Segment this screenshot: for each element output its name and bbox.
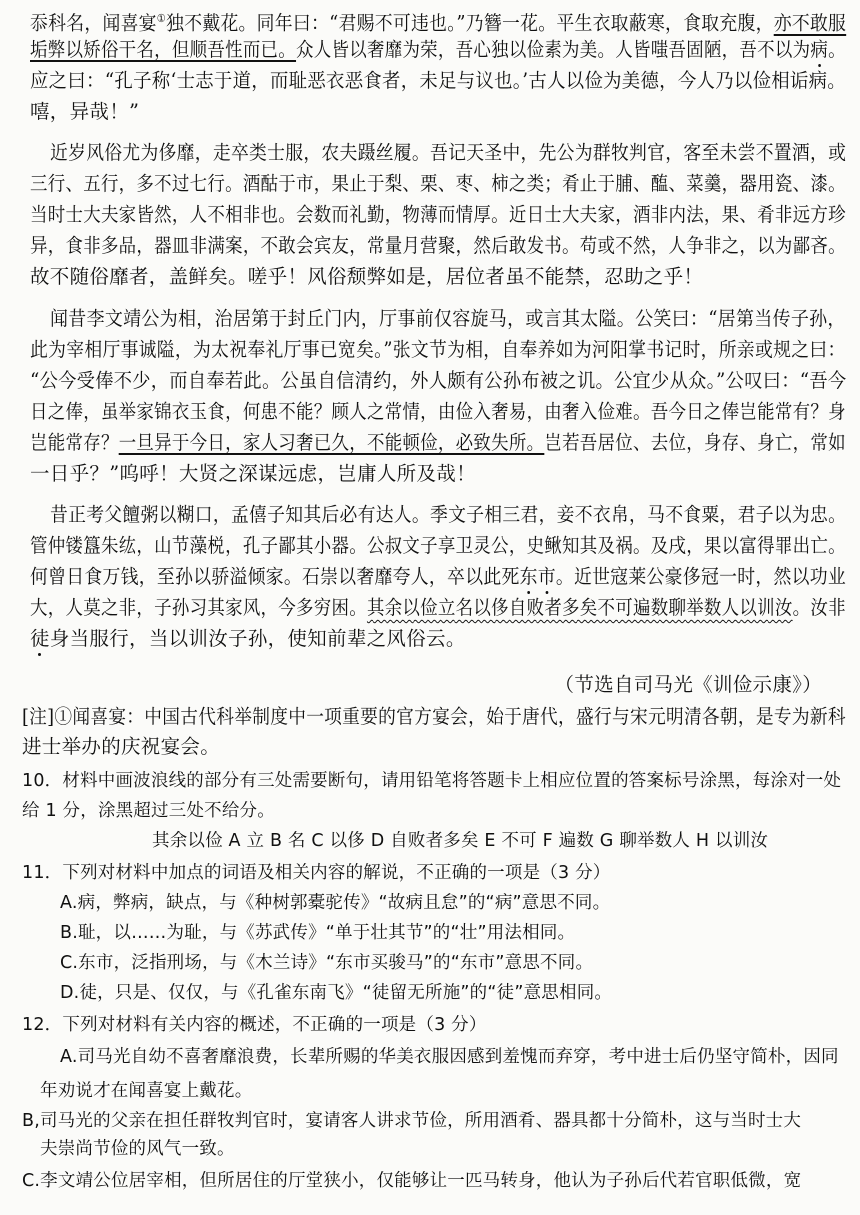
q12-option-a-line-2: 年劝说才在闻喜宴上戴花。 <box>40 1081 253 1101</box>
q11-option-b: B.耻，以……为耻，与《苏武传》“单于壮其节”的“壮”用法相同。 <box>60 923 576 943</box>
q11-option-d: D.徒，只是、仅仅，与《孔雀东南飞》“徒留无所施”的“徒”意思相同。 <box>60 983 613 1003</box>
dotted-word-tu: 徒 <box>30 627 50 650</box>
underlined-sentence-1: 亦不敢服 <box>773 11 847 35</box>
q10-options: 其余以俭 A 立 B 名 C 以侈 D 自败者多矣 E 不可 F 遍数 G 聊举数人 H 以训汝 <box>152 831 769 851</box>
q10-stem-line-2: 给 1 分，涂黑超过三处不给分。 <box>22 801 275 821</box>
passage-p4-line-5: 徒身当服行，当以训汝子孙，使知前辈之风俗云。 <box>30 627 466 650</box>
passage-p2-line-4: 异，食非多品，器皿非满案，不敢会宾友，常量月营聚，然后敢发书。苟或不然，人争非之，以为鄙吝。 <box>30 234 846 257</box>
q12-option-c-line-1: C.李文靖公位居宰相，但所居住的厅堂狭小，仅能够让一匹马转身，他认为子孙后代若官职低微，宽 <box>22 1171 802 1191</box>
q11-option-c: C.东市，泛指刑场，与《木兰诗》“东市买骏马”的“东市”意思不同。 <box>60 953 594 973</box>
passage-p2-line-3: 当时士大夫家皆然，人不相非也。会数而礼勤，物薄而情厚。近日士大夫家，酒非内法，果、肴非远方珍 <box>30 203 846 226</box>
q11-stem: 11．下列对材料中加点的词语及相关内容的解说，不正确的一项是（3 分） <box>22 863 611 883</box>
q12-option-b-line-1: B,司马光的父亲在担任群牧判官时，宴请客人讲求节俭，所用酒肴、器具都十分简朴，这与当时士大 <box>22 1111 802 1131</box>
dotted-word-dong: 东 <box>519 565 538 588</box>
passage-p4-line-4: 大，人莫之非，子孙习其家风，今多穷困。其余以俭立名以侈自败者多矣不可遍数聊举数人以训汝。汝非 <box>30 596 846 619</box>
footnote-marker: ① <box>156 12 167 25</box>
passage-p2-line-5: 故不随俗靡者，盖鲜矣。嗟乎！风俗颓弊如是，居位者虽不能禁，忍助之乎！ <box>30 265 704 288</box>
footnote-line-1: [注]①闻喜宴：中国古代科举制度中一项重要的官方宴会，始于唐代，盛行与宋元明清各朝，是专为新科 <box>22 705 846 728</box>
passage-p2-line-1: 近岁风俗尤为侈靡，走卒类士服，农夫蹑丝履。吾记天圣中，先公为群牧判官，客至未尝不置酒，或 <box>50 141 847 164</box>
dotted-word-bing: 病 <box>810 38 829 61</box>
passage-p1-line-3: 应之曰：“孔子称‘士志于道，而耻恶衣恶食者，未足与议也。’古人以俭为美德，今人乃以俭相诟病。 <box>30 69 846 92</box>
q10-stem-line-1: 10．材料中画波浪线的部分有三处需要断句，请用铅笔将答题卡上相应位置的答案标号涂黑，每涂对一处 <box>22 771 842 791</box>
passage-p3-line-6: 一日乎？”呜呼！大贤之深谋远虑，岂庸人所及哉！ <box>30 462 476 485</box>
dotted-word-shi: 市 <box>537 565 556 588</box>
q12-option-a-line-1: A.司马光自幼不喜奢靡浪费，长辈所赐的华美衣服因感到羞愧而弃穿，考中进士后仍坚守简朴，因同 <box>60 1047 839 1067</box>
footnote-line-2: 进士举办的庆祝宴会。 <box>22 735 221 758</box>
passage-p3-line-3: “公今受俸不少，而自奉若此。公虽自信清约，外人颇有公孙布被之讥。公宜少从众。”公叹曰：“吾今 <box>30 369 847 392</box>
underlined-sentence-2: 一旦异于今日，家人习奢已久，不能顿俭，必致失所。 <box>118 431 545 454</box>
passage-p3-line-4: 日之俸，虽举家锦衣玉食，何患不能？顾人之常情，由俭入奢易，由奢入俭难。吾今日之俸岂能常有？身 <box>30 400 846 423</box>
wavy-underlined-sentence: 其余以俭立名以侈自败者多矣不可遍数聊举数人以训汝 <box>366 596 793 619</box>
passage-p4-line-3: 何曾日食万钱，至孙以骄溢倾家。石崇以奢靡夸人，卒以此死东市。近世寇莱公豪侈冠一时，然以功业 <box>30 565 847 588</box>
passage-p4-line-2: 管仲镂簋朱纮，山节藻棁，孔子鄙其小器。公叔文子享卫灵公，史鳅知其及祸。及戌，果以富得罪出亡。 <box>30 534 846 557</box>
passage-p3-line-2: 此为宰相厅事诚隘，为太祝奉礼厅事已宽矣。”张文节为相，自奉养如为河阳掌书记时，所亲或规之曰： <box>30 338 846 361</box>
passage-p3-line-1: 闻昔李文靖公为相，治居第于封丘门内，厅事前仅容旋马，或言其太隘。公笑曰：“居第当传子孙， <box>50 307 846 330</box>
q12-stem: 12．下列对材料有关内容的概述，不正确的一项是（3 分） <box>22 1015 487 1035</box>
passage-p2-line-2: 三行、五行，多不过七行。酒酤于市，果止于梨、栗、枣、柿之类；肴止于脯、醢、菜羹，器用瓷、漆。 <box>30 172 846 195</box>
underlined-sentence-1-cont: 垢弊以矫俗干名，但顺吾性而已。 <box>30 38 297 61</box>
passage-p1-line-4: 嘻，异哉！” <box>30 100 140 123</box>
passage-p3-line-5: 岂能常存？一旦异于今日，家人习奢已久，不能顿俭，必致失所。岂若吾居位、去位，身存、身亡，常如 <box>30 431 846 454</box>
q11-option-a: A.病，弊病，缺点，与《种树郭橐驼传》“故病且怠”的“病”意思不同。 <box>60 893 611 913</box>
passage-p1-line-2: 垢弊以矫俗干名，但顺吾性而已。众人皆以奢靡为荣，吾心独以俭素为美。人皆嗤吾固陋，吾不以为病。 <box>30 38 846 61</box>
source-citation: （节选自司马光《训俭示康》） <box>554 673 822 696</box>
passage-p4-line-1: 昔正考父饘粥以糊口，孟僖子知其后必有达人。季文子相三君，妾不衣帛，马不食粟，君子以为忠。 <box>50 503 847 526</box>
q12-option-b-line-2: 夫崇尚节俭的风气一致。 <box>40 1139 235 1159</box>
passage-p1-line-1: 忝科名，闻喜宴①独不戴花。同年曰：“君赐不可违也。”乃簪一花。平生衣取蔽寒，食取充腹，亦不敢服 <box>30 11 847 35</box>
